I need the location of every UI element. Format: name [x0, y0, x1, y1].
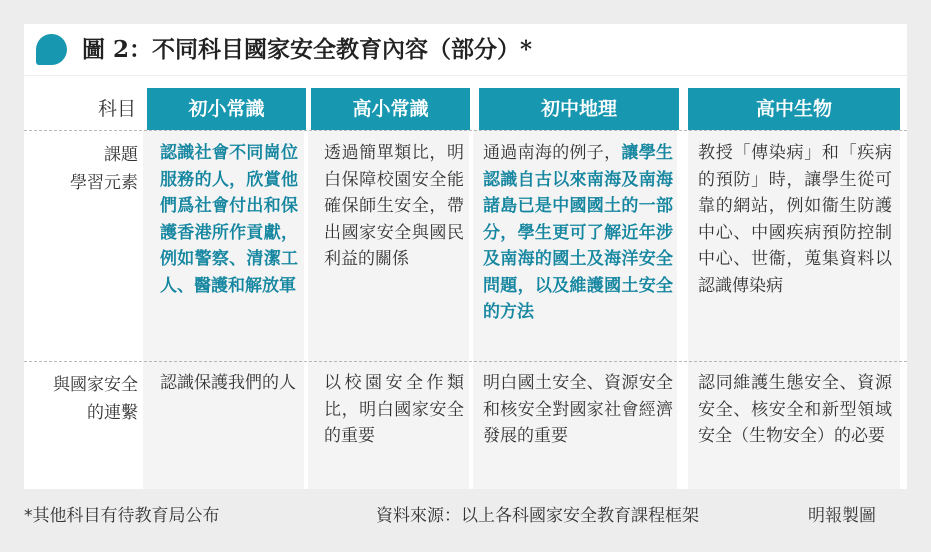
- table-cell: [698, 140, 892, 299]
- row-label: [26, 371, 138, 427]
- row-divider: [24, 130, 907, 131]
- footnote: *其他科目有待教育局公布: [24, 506, 220, 526]
- table-cell: [324, 370, 464, 450]
- row-divider: [24, 361, 907, 362]
- cell-text: 明白國土安全、資源安全和核安全對國家社會經濟發展的重要: [483, 373, 673, 446]
- table-cell: [483, 370, 673, 450]
- table-cell: [698, 370, 892, 450]
- speech-bubble-icon: [36, 34, 67, 65]
- cell-text: 以校園安全作類比，明白國家安全的重要: [324, 373, 464, 446]
- source-credit: 資料來源：以上各科國家安全教育課程框架: [376, 506, 699, 526]
- column-header: 高小常識: [311, 88, 470, 130]
- row-label-line: 課題: [104, 145, 138, 165]
- figure-title: 圖 2：不同科目國家安全教育內容（部分）*: [82, 36, 533, 63]
- table-cell: [160, 140, 298, 299]
- figure-header: [24, 24, 907, 75]
- publisher-credit: 明報製圖: [808, 506, 876, 526]
- table-cell: [160, 370, 298, 397]
- column-header: 初中地理: [479, 88, 679, 130]
- row-label-line: 學習元素: [70, 173, 138, 193]
- row-label-line: 的連繫: [87, 403, 138, 423]
- highlighted-text: 讓學生認識自古以來南海及南海諸島已是中國國土的一部分，學生更可了解近年涉及南海的國土及海洋安全問題，以及維護國土安全的方法: [483, 143, 674, 322]
- table-cell: [324, 140, 464, 273]
- cell-text: 透過簡單類比，明白保障校園安全能確保師生安全，帶出國家安全與國民利益的關係: [324, 143, 464, 269]
- column-header: 初小常識: [147, 88, 306, 130]
- subject-corner-label: 科目: [97, 98, 136, 120]
- column-header: 高中生物: [688, 88, 900, 130]
- highlighted-text: 認識社會不同崗位服務的人，欣賞他們爲社會付出和保護香港所作貢獻，例如警察、清潔工人、醫護和解放軍: [160, 143, 298, 296]
- curriculum-table: [24, 76, 907, 489]
- cell-text: 教授「傳染病」和「疾病的預防」時，讓學生從可靠的網站，例如衞生防護中心、中國疾病預防控制中心、世衞，蒐集資料以認識傳染病: [698, 143, 892, 296]
- table-cell: [483, 140, 673, 326]
- row-label-line: 與國家安全: [53, 375, 138, 395]
- cell-text: 認識保護我們的人: [160, 373, 296, 393]
- cell-text: 通過南海的例子，: [483, 143, 622, 163]
- cell-text: 認同維護生態安全、資源安全、核安全和新型領域安全（生物安全）的必要: [698, 373, 892, 446]
- row-label: [26, 141, 138, 197]
